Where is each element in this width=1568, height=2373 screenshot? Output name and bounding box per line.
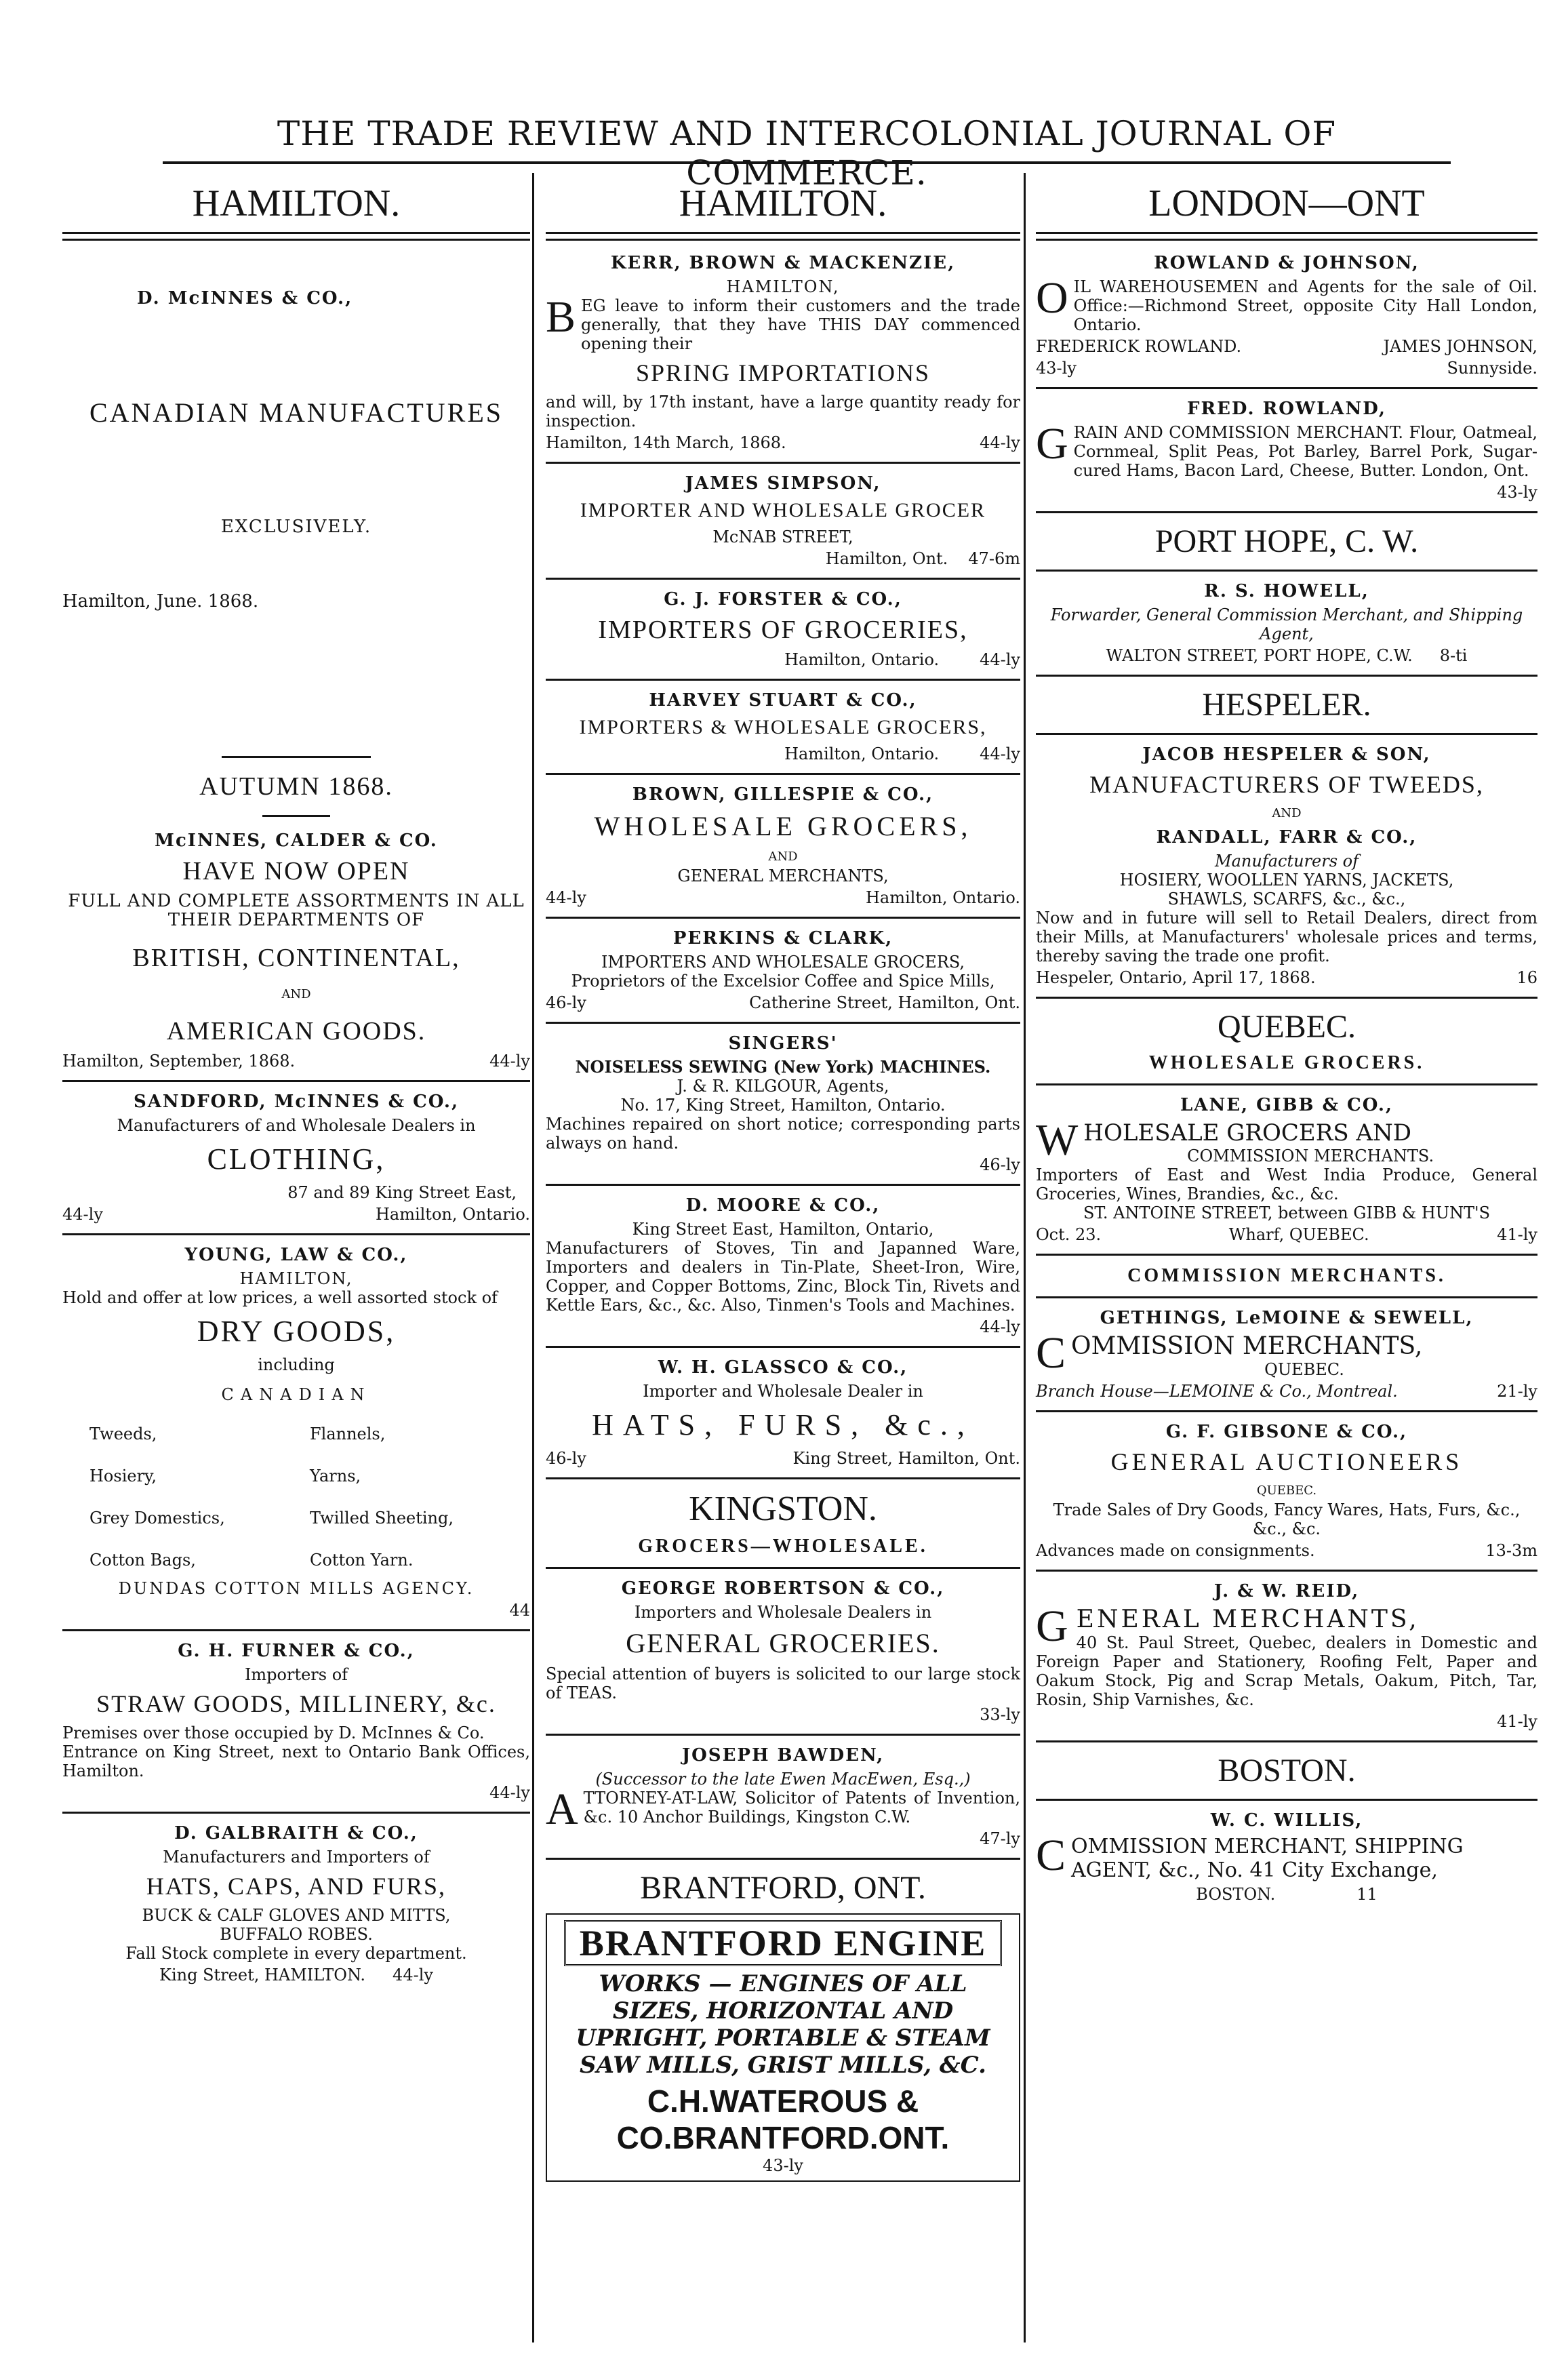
section-kingston	[546, 1489, 1020, 1724]
entrance: Entrance on King Street, next to Ontario Bank Offices, Hamilton.	[62, 1742, 530, 1780]
code: 44-ly	[980, 433, 1020, 452]
code: 47-6m	[968, 549, 1020, 568]
section-heading: HAMILTON.	[679, 182, 887, 224]
divider	[1036, 511, 1537, 513]
section-heading: BOSTON.	[1218, 1753, 1356, 1789]
ad-galbraith	[62, 1823, 530, 1985]
code: 44-ly	[489, 1052, 530, 1071]
ad-gibsone	[1036, 1422, 1537, 1560]
headline: HATS, CAPS, AND FURS,	[146, 1873, 447, 1900]
headline: GENERAL GROCERIES.	[626, 1628, 940, 1658]
section-heading: LONDON—ONT	[1148, 182, 1425, 224]
divider	[1036, 1083, 1537, 1085]
description: Importers of	[244, 1665, 348, 1684]
firm-name: HARVEY STUART & CO.,	[649, 690, 917, 711]
divider	[546, 1022, 1020, 1024]
premises: Premises over those occupied by D. McInnes & Co.	[62, 1723, 485, 1742]
headline: IMPORTERS & WHOLESALE GROCERS,	[579, 716, 987, 738]
divider	[546, 1477, 1020, 1479]
description: Manufacturers of	[1215, 852, 1359, 871]
code: 44-ly	[980, 1317, 1020, 1336]
divider	[1036, 1296, 1537, 1298]
city: BOSTON.	[1196, 1885, 1276, 1904]
masthead: THE TRADE REVIEW AND INTERCOLONIAL JOURNAL OF COMMERCE.	[277, 114, 1337, 193]
code: 43-ly	[763, 2156, 803, 2175]
goods-item: Cotton Yarn.	[310, 1551, 414, 1570]
partner-2: JAMES JOHNSON,	[1383, 337, 1537, 356]
ad-mcinnes	[62, 288, 530, 742]
divider	[1036, 1740, 1537, 1742]
firm-name-2: RANDALL, FARR & CO.,	[1156, 827, 1418, 848]
drop-cap: G	[1036, 419, 1068, 468]
subheadline: COMMISSION MERCHANTS.	[1187, 1146, 1434, 1165]
code: 11	[1356, 1885, 1378, 1904]
drop-cap: O	[1036, 273, 1068, 323]
code: 44-ly	[62, 1205, 103, 1224]
firm-name: SINGERS'	[728, 1033, 838, 1054]
headline: DRY GOODS,	[197, 1315, 396, 1348]
including-label: including	[258, 1355, 335, 1374]
body-text: EG leave to inform their customers and the trade generally, that they have THIS DAY commenced opening their	[581, 296, 1020, 353]
city: HAMILTON,	[239, 1269, 353, 1288]
address: ST. ANTOINE STREET, between GIBB & HUNT'S	[1083, 1203, 1491, 1222]
goods-line-2: BUFFALO ROBES.	[220, 1925, 373, 1944]
description: Hold and offer at low prices, a well assorted stock of	[62, 1288, 498, 1307]
divider	[262, 815, 330, 817]
code: 43-ly	[1497, 483, 1537, 502]
ad-furner	[62, 1641, 530, 1802]
firm-name: J. & W. REID,	[1213, 1581, 1360, 1601]
ad-kerr-brown	[546, 253, 1020, 452]
code: 47-ly	[980, 1829, 1020, 1848]
goods-list	[62, 1415, 530, 1579]
agents: J. & R. KILGOUR, Agents,	[677, 1077, 889, 1096]
column-right	[1036, 176, 1537, 1907]
headline: GENERAL AUCTIONEERS	[1110, 1448, 1463, 1475]
drop-cap: B	[546, 292, 576, 342]
firm-name: D. MOORE & CO.,	[685, 1195, 881, 1216]
ad-autumn	[62, 772, 530, 1071]
successor-note: (Successor to the late Ewen MacEwen, Esq.,)	[595, 1770, 971, 1789]
firm-name: G. H. FURNER & CO.,	[178, 1641, 415, 1661]
section-heading: KINGSTON.	[689, 1490, 877, 1528]
goods-line: HOSIERY, WOOLLEN YARNS, JACKETS,	[1119, 871, 1454, 890]
code: 13-3m	[1485, 1541, 1537, 1560]
date: Hespeler, Ontario, April 17, 1868.	[1036, 968, 1316, 987]
firm-name: JOSEPH BAWDEN,	[681, 1745, 885, 1766]
address: 87 and 89 King Street East,	[287, 1183, 517, 1202]
column-rule-1	[532, 173, 534, 2342]
divider	[1036, 387, 1537, 389]
ad-simpson	[546, 473, 1020, 568]
divider	[546, 773, 1020, 775]
column-hamilton-2	[546, 176, 1020, 2189]
divider	[62, 1812, 530, 1814]
divider	[546, 578, 1020, 580]
code: 46-ly	[546, 993, 586, 1012]
headline: OMMISSION MERCHANT, SHIPPING AGENT, &c., No. 41 City Exchange,	[1071, 1835, 1464, 1882]
divider	[62, 1629, 530, 1631]
drop-cap: A	[546, 1784, 578, 1834]
headline: OMMISSION MERCHANTS,	[1071, 1332, 1423, 1360]
date: Hamilton, June. 1868.	[62, 591, 259, 612]
headline: CLOTHING,	[207, 1142, 386, 1176]
divider	[546, 462, 1020, 464]
code: 46-ly	[980, 1155, 1020, 1174]
goods-item: Twilled Sheeting,	[310, 1509, 454, 1528]
headline: ENERAL MERCHANTS,	[1076, 1606, 1420, 1633]
description: Proprietors of the Excelsior Coffee and Spice Mills,	[571, 972, 995, 991]
section-quebec	[1036, 1008, 1537, 1244]
ad-reid	[1036, 1581, 1537, 1731]
section-brantford	[546, 1869, 1020, 2182]
ad-gethings	[1036, 1265, 1537, 1401]
drop-cap: G	[1036, 1601, 1071, 1651]
subheadline: GENERAL MERCHANTS,	[677, 866, 889, 885]
description: Importer and Wholesale Dealer in	[643, 1382, 923, 1401]
divider	[546, 679, 1020, 681]
goods-item: Cotton Bags,	[89, 1551, 196, 1570]
divider	[1036, 1254, 1537, 1256]
headline: MANUFACTURERS OF TWEEDS,	[1089, 771, 1484, 798]
divider	[1036, 1570, 1537, 1572]
divider	[62, 1080, 530, 1082]
ad-brown-gillespie	[546, 784, 1020, 907]
description: Forwarder, General Commission Merchant, and Shipping Agent,	[1050, 605, 1523, 643]
code: 44-ly	[980, 650, 1020, 669]
ad-rowland-johnson	[1036, 253, 1537, 378]
body-text: Manufacturers of Stoves, Tin and Japanned Ware, Importers and dealers in Tin-Plate, Sheet-Iron, Wire, Copper, and Copper Bottoms, Zinc, Block Tin, Rivets and Kettle Ears, &c., &c. Also, Tinmen's Tools and Machines.	[546, 1239, 1020, 1315]
column-hamilton-1	[62, 176, 530, 1987]
tagline: EXCLUSIVELY.	[220, 517, 372, 537]
ad-stuart	[546, 690, 1020, 763]
city: Hamilton, Ontario.	[375, 1205, 530, 1224]
headline: CANADIAN MANUFACTURES	[89, 397, 504, 428]
goods-item: Tweeds,	[89, 1424, 157, 1443]
street: McNAB STREET,	[712, 527, 853, 546]
headline: SPRING IMPORTATIONS	[635, 359, 931, 386]
body-text: 40 St. Paul Street, Quebec, dealers in Domestic and Foreign Paper and Stationery, Roofing Felt, Paper and Oakum Stock, Pig and Scrap Metals, Oakum, Pitch, Tar, Rosin, Ship Varnishes, &c.	[1036, 1633, 1537, 1709]
divider	[222, 756, 371, 758]
code: 44-ly	[489, 1783, 530, 1802]
goods-line: BUCK & CALF GLOVES AND MITTS,	[142, 1906, 451, 1925]
ad-fred-rowland	[1036, 399, 1537, 502]
headline: WHOLESALE GROCERS,	[594, 811, 972, 841]
city: Hamilton, Ontario.	[784, 650, 940, 669]
code: 41-ly	[1497, 1712, 1537, 1731]
partner-1: FREDERICK ROWLAND.	[1036, 337, 1242, 356]
advances: Advances made on consignments.	[1036, 1541, 1315, 1560]
code: 44-ly	[980, 744, 1020, 763]
headline: STRAW GOODS, MILLINERY, &c.	[96, 1690, 496, 1717]
goods-line: BRITISH, CONTINENTAL,	[132, 944, 460, 972]
drop-cap: C	[1036, 1328, 1066, 1378]
section-subheading: GROCERS—WHOLESALE.	[638, 1536, 928, 1557]
address: King Street, Hamilton, Ont.	[792, 1449, 1020, 1468]
double-rule	[546, 232, 1020, 241]
double-rule	[1036, 232, 1537, 241]
divider	[546, 1858, 1020, 1860]
divider	[1036, 675, 1537, 677]
double-rule	[62, 232, 530, 241]
wharf: Wharf, QUEBEC.	[1228, 1225, 1369, 1244]
city: QUEBEC.	[1256, 1483, 1317, 1498]
firm-name: R. S. HOWELL,	[1204, 581, 1369, 601]
firm-name: SANDFORD, McINNES & CO.,	[133, 1092, 460, 1112]
address: Catherine Street, Hamilton, Ont.	[749, 993, 1020, 1012]
body-text-2: and will, by 17th instant, have a large quantity ready for inspection.	[546, 393, 1020, 431]
section-subheading: WHOLESALE GROCERS.	[1148, 1052, 1425, 1073]
city: Hamilton, Ontario.	[865, 888, 1020, 907]
code: 44	[509, 1601, 530, 1620]
divider	[1036, 1799, 1537, 1801]
code: 44-ly	[393, 1966, 433, 1985]
drop-cap: W	[1036, 1115, 1079, 1165]
advert-body: WORKS — ENGINES OF ALL SIZES, HORIZONTAL AND UPRIGHT, PORTABLE & STEAM SAW MILLS, GRIST MILLS, &C.	[576, 1970, 990, 2079]
headline: IMPORTERS OF GROCERIES,	[598, 616, 968, 644]
ad-singers	[546, 1033, 1020, 1174]
subhead: CANADIAN	[221, 1385, 371, 1404]
ad-moore	[546, 1195, 1020, 1336]
divider	[1036, 997, 1537, 999]
firm-name: GETHINGS, LeMOINE & SEWELL,	[1100, 1308, 1474, 1328]
advert-title: BRANTFORD ENGINE	[564, 1920, 1003, 1966]
city: Hamilton, Ontario.	[784, 744, 940, 763]
firm-name: ROWLAND & JOHNSON,	[1154, 253, 1420, 273]
divider	[546, 917, 1020, 919]
code: 43-ly	[1036, 359, 1077, 378]
body-text: Importers of East and West India Produce, General Groceries, Wines, Brandies, &c., &c.	[1036, 1165, 1537, 1203]
goods-line-2: SHAWLS, SCARFS, &c., &c.,	[1167, 890, 1406, 909]
ad-young-law	[62, 1245, 530, 1620]
section-heading: HAMILTON.	[192, 182, 401, 224]
ad-bawden	[546, 1745, 1020, 1848]
special-note: Special attention of buyers is solicited to our large stock of TEAS.	[546, 1664, 1020, 1702]
and-label: AND	[281, 987, 311, 1001]
section-subheading: COMMISSION MERCHANTS.	[1127, 1265, 1446, 1286]
divider	[1036, 733, 1537, 735]
divider	[546, 1734, 1020, 1736]
firm-name: D. GALBRAITH & CO.,	[174, 1823, 418, 1843]
section-port-hope	[1036, 523, 1537, 665]
divider	[1036, 570, 1537, 572]
drop-cap: C	[1036, 1831, 1066, 1880]
ad-perkins	[546, 928, 1020, 1012]
divider	[546, 1567, 1020, 1569]
firm-name: GEORGE ROBERTSON & CO.,	[621, 1578, 945, 1599]
firm-name: G. J. FORSTER & CO.,	[664, 589, 902, 610]
section-heading: PORT HOPE, C. W.	[1154, 523, 1419, 559]
agency-line: DUNDAS COTTON MILLS AGENCY.	[118, 1579, 475, 1598]
city: Hamilton, Ont.	[825, 549, 948, 568]
column-rule-2	[1024, 173, 1026, 2342]
firm-name: JACOB HESPELER & SON,	[1142, 744, 1431, 765]
and-label: AND	[768, 850, 798, 864]
headline: IMPORTER AND WHOLESALE GROCER	[580, 499, 986, 521]
code: 46-ly	[546, 1449, 586, 1468]
body-text: TTORNEY-AT-LAW, Solicitor of Patents of Invention, &c. 10 Anchor Buildings, Kingston C.W.	[583, 1789, 1020, 1827]
divider	[546, 1346, 1020, 1348]
body-text: Now and in future will sell to Retail Dealers, direct from their Mills, at Manufacturers' wholesale prices and terms, thereby saving the trade one profit.	[1036, 909, 1537, 965]
ad-sandford	[62, 1092, 530, 1224]
description: Importers and Wholesale Dealers in	[634, 1603, 932, 1622]
section-heading: HESPELER.	[1202, 687, 1371, 723]
code: 41-ly	[1497, 1225, 1537, 1244]
firm-name: W. C. WILLIS,	[1210, 1810, 1363, 1831]
code: 33-ly	[980, 1705, 1020, 1724]
ad-forster	[546, 589, 1020, 669]
code: 8-ti	[1439, 646, 1468, 665]
firm-name: D. McINNES & CO.,	[137, 288, 353, 308]
top-rule	[163, 161, 1451, 164]
repair-note: Machines repaired on short notice; corresponding parts always on hand.	[546, 1115, 1020, 1153]
and-label: AND	[1272, 806, 1302, 820]
date: Hamilton, September, 1868.	[62, 1052, 296, 1071]
goods-item: Grey Domestics,	[89, 1509, 225, 1528]
firm-name: JAMES SIMPSON,	[685, 473, 881, 494]
branch: Branch House—LEMOINE & Co., Montreal.	[1036, 1382, 1398, 1401]
goods-item: Hosiery,	[89, 1467, 157, 1485]
city: HAMILTON,	[726, 277, 840, 296]
goods-item: Yarns,	[310, 1467, 361, 1485]
ad-glassco	[546, 1357, 1020, 1468]
description: Manufacturers of and Wholesale Dealers in	[117, 1116, 476, 1135]
description: Manufacturers and Importers of	[163, 1848, 430, 1867]
headline: NOISELESS SEWING (New York) MACHINES.	[575, 1057, 991, 1077]
date: Hamilton, 14th March, 1868.	[546, 433, 786, 452]
goods-item: Flannels,	[310, 1424, 386, 1443]
divider	[1036, 1410, 1537, 1412]
body-text: RAIN AND COMMISSION MERCHANT. Flour, Oatmeal, Cornmeal, Split Peas, Pot Barley, Barrel Pork, Sugar-cured Hams, Bacon Lard, Cheese, Butter. London, Ont.	[1073, 423, 1537, 480]
section-hespeler	[1036, 686, 1537, 987]
code: 21-ly	[1497, 1382, 1537, 1401]
code: 44-ly	[546, 888, 586, 907]
firm-name: KERR, BROWN & MACKENZIE,	[610, 253, 956, 273]
headline: AUTUMN 1868.	[199, 772, 393, 801]
brantford-engine-advert	[546, 1913, 1020, 2182]
firm-name: W. H. GLASSCO & CO.,	[658, 1357, 908, 1378]
divider	[62, 1233, 530, 1235]
firm-name: YOUNG, LAW & CO.,	[184, 1245, 408, 1265]
headline: HOLESALE GROCERS AND	[1083, 1119, 1411, 1146]
firm-name: G. F. GIBSONE & CO.,	[1165, 1422, 1408, 1442]
address: King Street East, Hamilton, Ontario,	[632, 1220, 934, 1239]
goods-line-2: AMERICAN GOODS.	[166, 1017, 426, 1045]
divider	[546, 1184, 1020, 1186]
address: No. 17, King Street, Hamilton, Ontario.	[620, 1096, 946, 1115]
body-text: IL WAREHOUSEMEN and Agents for the sale of Oil. Office:—Richmond Street, opposite City Hall London, Ontario.	[1073, 277, 1537, 334]
subheadline: HAVE NOW OPEN	[182, 857, 410, 885]
advert-maker: C.H.WATEROUS & CO.BRANTFORD.ONT.	[616, 2083, 950, 2155]
description: FULL AND COMPLETE ASSORTMENTS IN ALL THEIR DEPARTMENTS OF	[68, 891, 525, 930]
code: 16	[1516, 968, 1537, 987]
date: Oct. 23.	[1036, 1225, 1102, 1244]
headline: IMPORTERS AND WHOLESALE GROCERS,	[601, 953, 965, 972]
section-heading: BRANTFORD, ONT.	[640, 1870, 926, 1906]
firm-name: PERKINS & CLARK,	[672, 928, 893, 949]
address: King Street, HAMILTON.	[159, 1966, 366, 1985]
section-heading: QUEBEC.	[1218, 1009, 1356, 1045]
section-boston	[1036, 1752, 1537, 1904]
firm-name: FRED. ROWLAND,	[1187, 399, 1386, 419]
address: WALTON STREET, PORT HOPE, C.W.	[1106, 646, 1413, 665]
place: Sunnyside.	[1447, 359, 1537, 378]
firm-name: LANE, GIBB & CO.,	[1180, 1095, 1393, 1115]
stock-note: Fall Stock complete in every department.	[125, 1944, 467, 1963]
firm-name: McINNES, CALDER & CO.	[155, 831, 438, 851]
city: QUEBEC.	[1264, 1360, 1344, 1379]
firm-name: BROWN, GILLESPIE & CO.,	[632, 784, 934, 805]
headline: HATS, FURS, &c.,	[592, 1408, 974, 1441]
body-text: Trade Sales of Dry Goods, Fancy Wares, Hats, Furs, &c., &c., &c.	[1053, 1500, 1521, 1538]
